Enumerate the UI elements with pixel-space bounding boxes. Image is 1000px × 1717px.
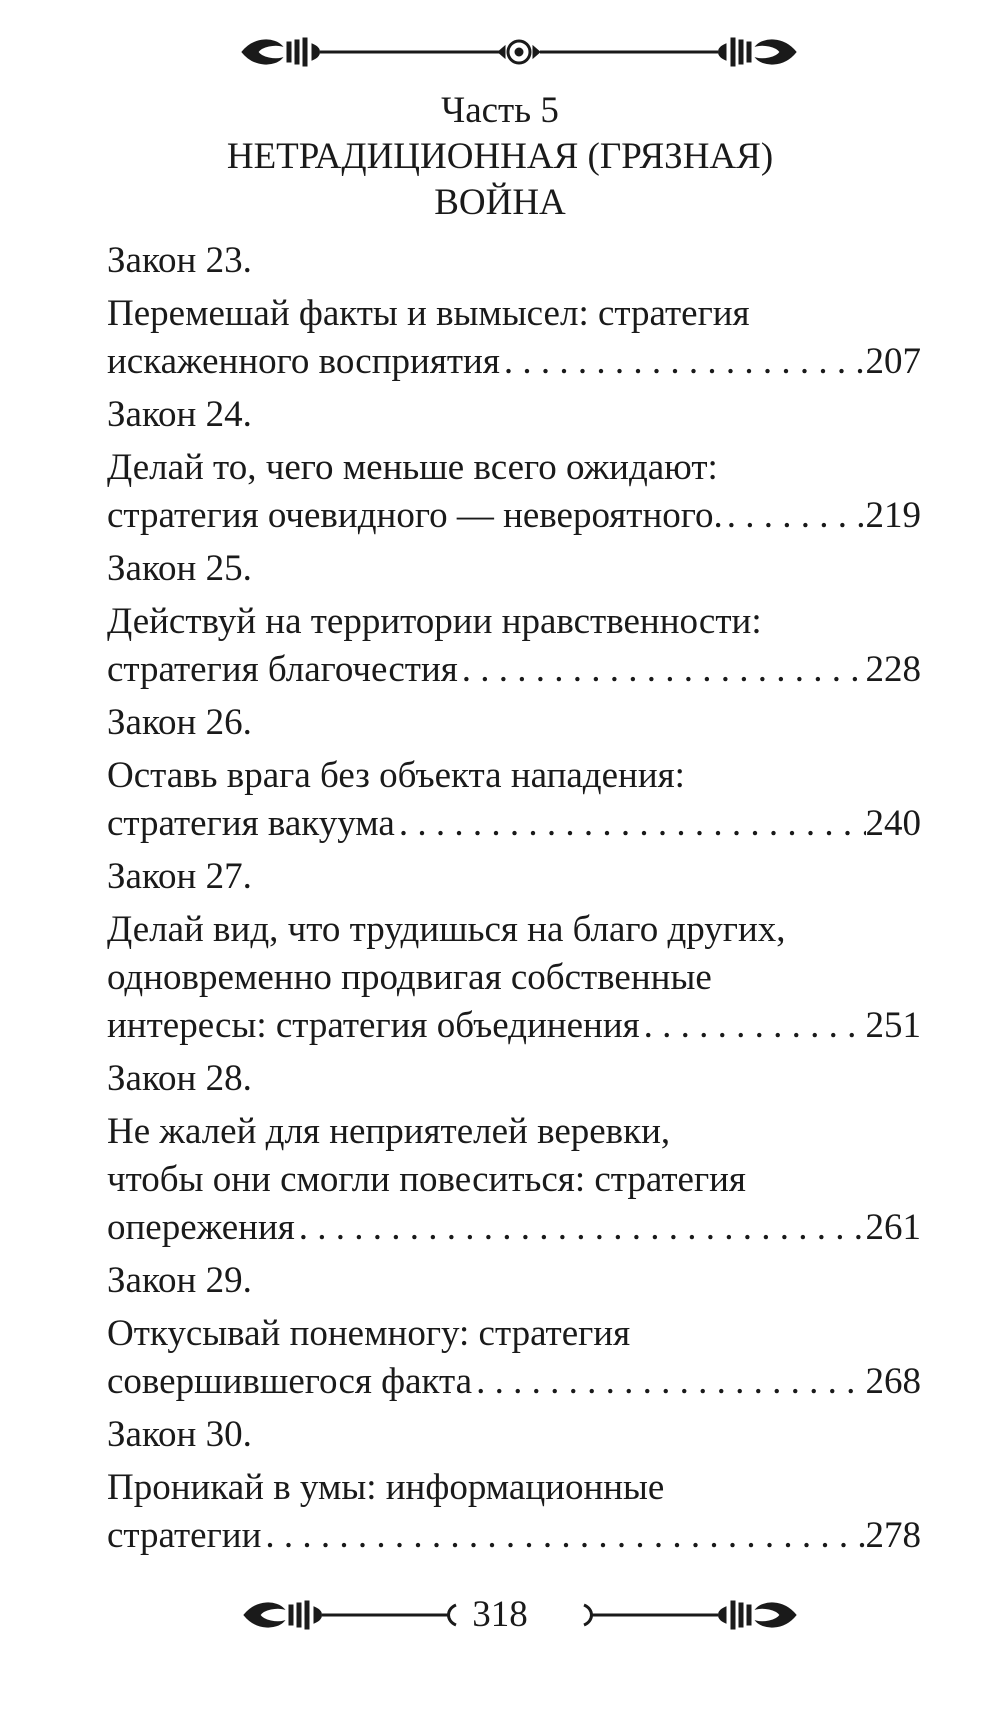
part-title-line-2: ВОЙНА: [434, 182, 566, 223]
law-title: [107, 290, 921, 386]
part-label: Часть 5: [441, 90, 559, 131]
toc-entry-law-26[interactable]: [107, 698, 921, 848]
law-title-line: одновременно продвигая собственные: [107, 957, 712, 998]
law-title-line: стратегия благочестия: [107, 649, 458, 690]
page-reference: 268: [865, 1361, 921, 1402]
law-title-line: Делай то, чего меньше всего ожидают:: [107, 447, 718, 488]
law-title-last-line: [107, 646, 921, 694]
dot-leader: [295, 1204, 866, 1252]
law-title: [107, 1464, 921, 1560]
page-reference: 261: [865, 1207, 921, 1248]
page-reference: 219: [865, 495, 921, 536]
dot-leader: [458, 646, 866, 694]
law-title-last-line: [107, 1002, 921, 1050]
toc-entry-law-29[interactable]: [107, 1256, 921, 1406]
law-title-line: Откусывай понемногу: стратегия: [107, 1313, 631, 1354]
law-title-last-line: [107, 1358, 921, 1406]
top-ornament-icon: [0, 22, 1000, 82]
toc-entry-law-25[interactable]: [107, 544, 921, 694]
law-title: [107, 598, 921, 694]
law-title-last-line: [107, 1512, 921, 1560]
law-title-last-line: [107, 800, 921, 848]
law-number: Закон 30.: [107, 1414, 252, 1455]
law-title-last-line: [107, 338, 921, 386]
law-number: Закон 27.: [107, 856, 252, 897]
toc-entry-law-27[interactable]: [107, 852, 921, 1050]
law-title: [107, 906, 921, 1050]
dot-leader: [395, 800, 866, 848]
page-number: 318: [472, 1594, 528, 1635]
part-title-line-1: НЕТРАДИЦИОННАЯ (ГРЯЗНАЯ): [226, 136, 774, 177]
law-number: Закон 28.: [107, 1058, 252, 1099]
law-title-line: Делай вид, что трудишься на благо других,: [107, 909, 786, 950]
toc-entry-law-30[interactable]: [107, 1410, 921, 1560]
page-reference: 228: [865, 649, 921, 690]
law-title-last-line: [107, 492, 921, 540]
law-title: [107, 752, 921, 848]
law-number: Закон 23.: [107, 240, 252, 281]
law-number: Закон 24.: [107, 394, 252, 435]
law-title-line: искаженного восприятия: [107, 341, 500, 382]
dot-leader: [472, 1358, 865, 1406]
toc-entry-law-24[interactable]: [107, 390, 921, 540]
page-reference: 240: [865, 803, 921, 844]
toc-entry-law-23[interactable]: [107, 236, 921, 386]
law-title-line: Проникай в умы: информационные: [107, 1467, 665, 1508]
law-title-line: чтобы они смогли повеситься: стратегия: [107, 1159, 746, 1200]
dot-leader: [723, 492, 866, 540]
law-title-line: стратегии: [107, 1515, 262, 1556]
law-title-line: стратегия вакуума: [107, 803, 395, 844]
law-title-line: Не жалей для неприятелей веревки,: [107, 1111, 671, 1152]
law-title-line: Перемешай факты и вымысел: стратегия: [107, 293, 750, 334]
law-title-line: Оставь врага без объекта нападения:: [107, 755, 685, 796]
law-number: Закон 25.: [107, 548, 252, 589]
page-reference: 207: [865, 341, 921, 382]
law-title-line: Действуй на территории нравственности:: [107, 601, 762, 642]
law-number: Закон 26.: [107, 702, 252, 743]
dot-leader: [640, 1002, 866, 1050]
law-title-line: стратегия очевидного — невероятного.: [107, 495, 723, 536]
law-title: [107, 1108, 921, 1252]
toc-entry-law-28[interactable]: [107, 1054, 921, 1252]
law-title: [107, 1310, 921, 1406]
law-title-last-line: [107, 1204, 921, 1252]
law-title-line: интересы: стратегия объединения: [107, 1005, 640, 1046]
table-of-contents: [107, 236, 921, 1564]
law-number: Закон 29.: [107, 1260, 252, 1301]
dot-leader: [261, 1512, 865, 1560]
law-title-line: совершившегося факта: [107, 1361, 473, 1402]
page-reference: 278: [865, 1515, 921, 1556]
law-title-line: опережения: [107, 1207, 295, 1248]
dot-leader: [500, 338, 866, 386]
law-title: [107, 444, 921, 540]
part-heading: [0, 88, 1000, 226]
page-reference: 251: [865, 1005, 921, 1046]
